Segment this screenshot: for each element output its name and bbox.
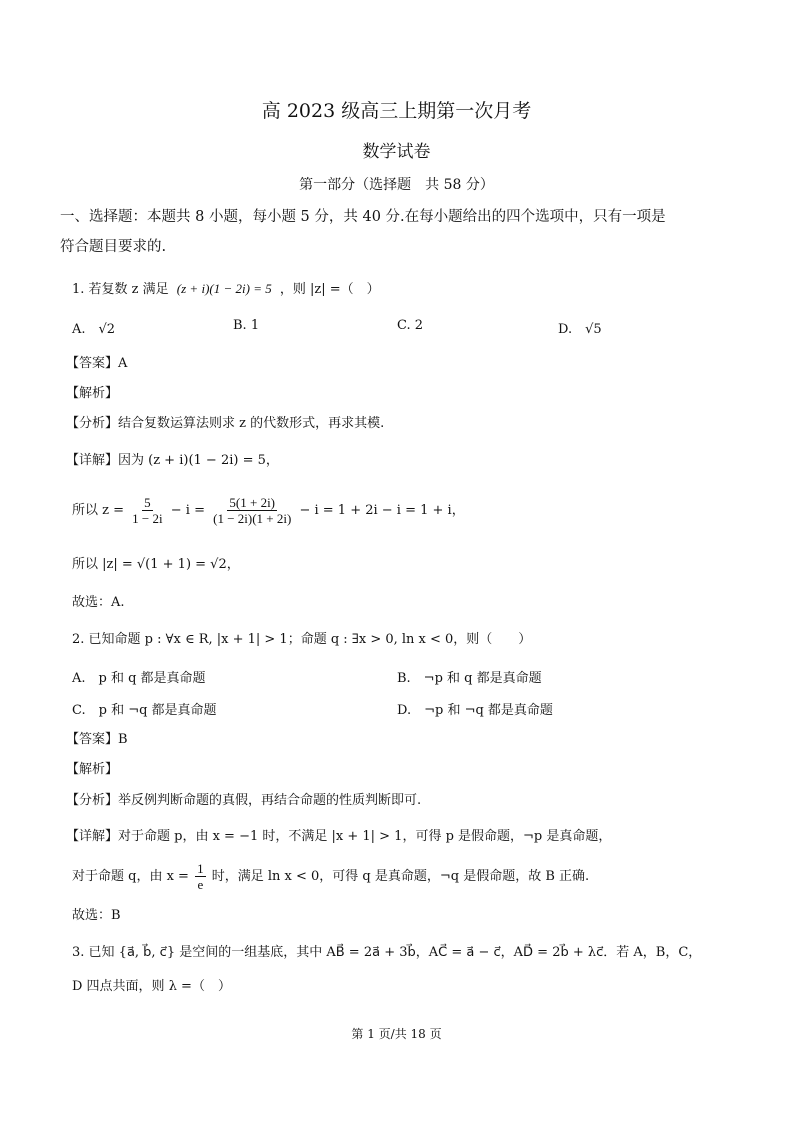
question-3-line2: D 四点共面，则 λ =（ ） (72, 979, 231, 994)
question-2-analysis: 【分析】举反例判断命题的真假，再结合命题的性质判断即可. (66, 793, 422, 808)
question-1-option-d: D. √5 (558, 322, 602, 337)
fraction-2 (211, 495, 293, 526)
part-heading: 第一部分（选择题 共 58 分） (299, 177, 494, 193)
question-2-detail-2-suffix: 时，满足 ln x < 0，可得 q 是真命题，¬q 是假命题，故 B 正确. (211, 869, 590, 884)
question-1-stem (72, 280, 380, 299)
page-title: 高 2023 级高三上期第一次月考 (261, 100, 532, 122)
question-1-step1 (72, 494, 465, 528)
fraction-1 (130, 495, 164, 526)
question-1-step1-mid: − i = (170, 503, 205, 518)
fraction-2-denominator: (1 − 2i)(1 + 2i) (213, 511, 292, 526)
question-1-option-b: B. 1 (233, 318, 260, 333)
question-2-conclusion: 故选：B (72, 908, 121, 923)
question-2-answer: 【答案】B (66, 732, 128, 747)
question-1-option-c: C. 2 (397, 318, 424, 333)
question-1-analysis-tag: 【解析】 (66, 386, 119, 401)
fraction-2-numerator: 5(1 + 2i) (229, 495, 276, 510)
section-instructions-line1: 一、选择题：本题共 8 小题，每小题 5 分，共 40 分.在每小题给出的四个选项中，只有一项是 (60, 209, 666, 225)
question-1-step1-prefix: 所以 z = (72, 503, 125, 518)
question-2-option-b: B. ¬p 和 q 都是真命题 (397, 671, 542, 686)
fraction-3-denominator: e (197, 877, 204, 892)
section-instructions-line2: 符合题目要求的. (60, 239, 167, 255)
question-1-answer: 【答案】A (66, 356, 128, 371)
question-1-conclusion: 故选：A. (72, 595, 125, 610)
question-1-prefix: 1. 若复数 z 满足 (72, 282, 169, 297)
fraction-3 (195, 861, 206, 892)
question-1-detail: 【详解】因为 (z + i)(1 − 2i) = 5， (66, 453, 279, 468)
fraction-1-denominator: 1 − 2i (132, 511, 163, 526)
question-1-suffix: ，则 |z| =（ ） (279, 282, 380, 297)
page-subtitle: 数学试卷 (362, 142, 431, 162)
question-1-math: (z + i)(1 − 2i) = 5 (176, 281, 272, 296)
page-footer: 第 1 页/共 18 页 (351, 1027, 442, 1041)
question-2-stem: 2. 已知命题 p : ∀x ∈ R, |x + 1| > 1；命题 q : ∃x > 0, ln x < 0，则（ ） (72, 632, 532, 647)
question-2-detail-2 (72, 860, 589, 894)
question-2-option-d: D. ¬p 和 ¬q 都是真命题 (397, 703, 553, 718)
question-2-analysis-tag: 【解析】 (66, 762, 119, 777)
question-1-step2: 所以 |z| = √(1 + 1) = √2， (72, 557, 240, 572)
question-2-detail-2-prefix: 对于命题 q，由 x = (72, 869, 189, 884)
question-3-line1: 3. 已知 {a⃗, b⃗, c⃗} 是空间的一组基底，其中 AB⃗ = 2a⃗ + 3b⃗，AC⃗ = a⃗ − c⃗，AD⃗ = 2b⃗ + λc⃗．若 A，B，C， (72, 945, 702, 960)
question-2-option-a: A. p 和 q 都是真命题 (72, 671, 206, 686)
question-2-detail: 【详解】对于命题 p，由 x = −1 时，不满足 |x + 1| > 1，可得 p 是假命题，¬p 是真命题， (66, 829, 612, 844)
fraction-3-numerator: 1 (197, 861, 204, 876)
question-1-analysis: 【分析】结合复数运算法则求 z 的代数形式，再求其模. (66, 416, 385, 431)
fraction-1-numerator: 5 (144, 495, 151, 510)
question-1-option-a: A. √2 (72, 322, 116, 337)
question-2-option-c: C. p 和 ¬q 都是真命题 (72, 703, 217, 718)
question-1-step1-suffix: − i = 1 + 2i − i = 1 + i， (299, 503, 465, 518)
